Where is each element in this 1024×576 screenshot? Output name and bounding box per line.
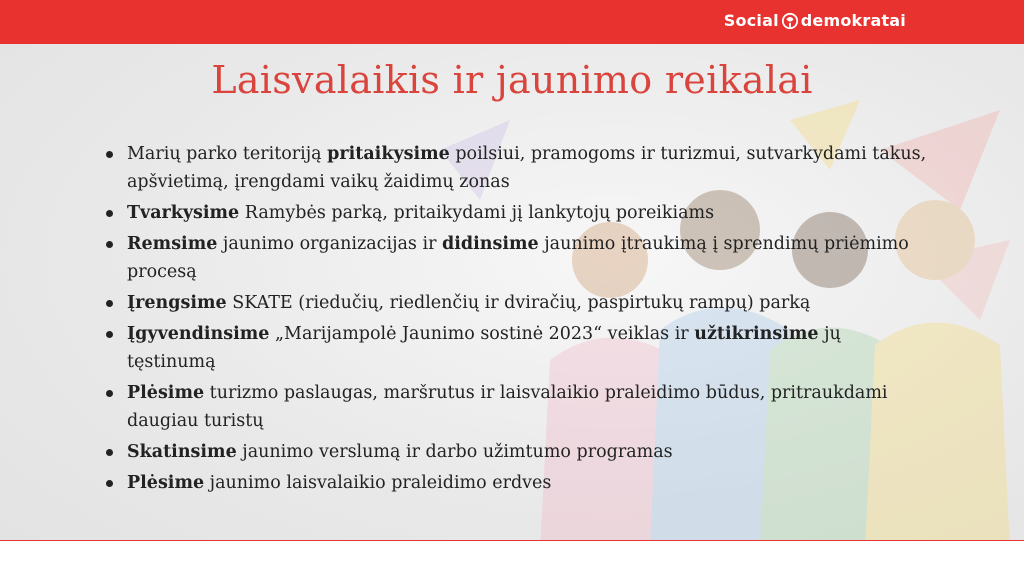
page-title: Laisvalaikis ir jaunimo reikalai <box>211 58 813 102</box>
bullet-text: Ramybės parką, pritaikydami jį lankytojų poreikiams <box>239 203 715 223</box>
bullet-text: SKATE (riedučių, riedlenčių ir dviračių, paspirtukų rampų) parką <box>226 293 811 313</box>
bullet-item <box>103 379 933 435</box>
bullet-bold-text: pritaikysime <box>327 144 450 164</box>
bullet-bold-text: didinsime <box>442 234 539 254</box>
bullet-text: jų tęstinumą <box>127 324 841 372</box>
bullet-item <box>103 199 933 227</box>
bullet-text: poilsiui, pramogoms ir turizmui, sutvarkydami takus, apšvietimą, įrengdami vaikų žaidimų zonas <box>127 144 927 192</box>
bullet-item <box>103 230 933 286</box>
bullet-bold-text: užtikrinsime <box>694 324 819 344</box>
bullet-list <box>103 140 933 500</box>
bullet-bold-text: Įrengsime <box>127 293 227 313</box>
bullet-bold-text: Įgyvendinsime <box>127 324 270 344</box>
bullet-text: jaunimo verslumą ir darbo užimtumo programas <box>236 442 673 462</box>
bullet-item <box>103 320 933 376</box>
bullet-bold-text: Skatinsime <box>127 442 237 462</box>
bullet-text: Marių parko teritoriją <box>127 144 328 164</box>
bullet-bold-text: Plėsime <box>127 473 205 493</box>
bullet-bold-text: Plėsime <box>127 383 205 403</box>
bullet-text: jaunimo organizacijas ir <box>217 234 442 254</box>
bottom-bar <box>0 540 1024 576</box>
bullet-item <box>103 438 933 466</box>
bullet-text: turizmo paslaugas, maršrutus ir laisvalaikio praleidimo būdus, pritraukdami daugiau turistų <box>127 383 888 431</box>
top-bar <box>0 0 1024 44</box>
bullet-item <box>103 469 933 497</box>
logo-text-demokratai: demokratai <box>800 11 906 30</box>
bullet-bold-text: Tvarkysime <box>127 203 240 223</box>
bullet-text: jaunimo įtraukimą į sprendimų priėmimo procesą <box>127 234 909 282</box>
rose-icon <box>781 12 799 30</box>
bullet-text: jaunimo laisvalaikio praleidimo erdves <box>204 473 552 493</box>
bullet-text: „Marijampolė Jaunimo sostinė 2023“ veiklas ir <box>269 324 695 344</box>
brand-logo[interactable] <box>724 11 906 30</box>
bullet-item <box>103 140 933 196</box>
bullet-bold-text: Remsime <box>127 234 218 254</box>
bullet-item <box>103 289 933 317</box>
logo-text-social: Social <box>723 11 779 30</box>
